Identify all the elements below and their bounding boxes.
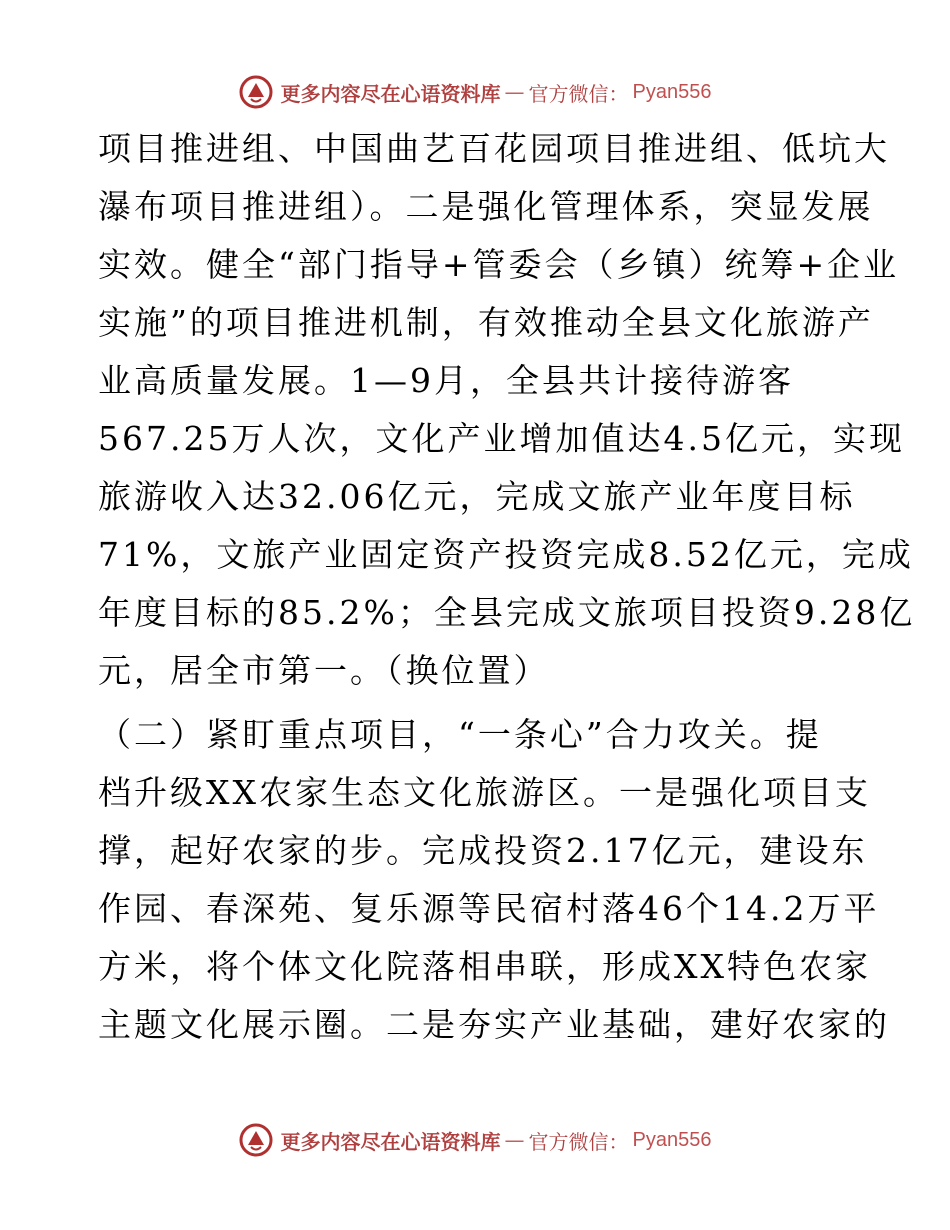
body-line: 元，居全市第一。（换位置） — [98, 651, 550, 690]
body-line: 实效。健全“部门指导+管委会（乡镇）统筹+企业 — [98, 245, 900, 284]
body-line: 业高质量发展。1—9月，全县共计接待游客 — [98, 361, 794, 400]
watermark-separator: — — [504, 80, 525, 104]
body-line: 作园、春深苑、复乐源等民宿村落46个14.2万平 — [98, 889, 880, 928]
watermark-separator: — — [504, 1128, 525, 1152]
section-heading-line: （二）紧盯重点项目，“一条心”合力攻关。提 — [98, 715, 822, 754]
brand-logo-icon — [239, 75, 273, 109]
brand-logo-icon — [239, 1123, 273, 1157]
watermark-label: 官方微信： — [528, 81, 629, 106]
body-line: 档升级XX农家生态文化旅游区。一是强化项目支 — [98, 773, 871, 812]
body-line: 年度目标的85.2%；全县完成文旅项目投资9.28亿 — [98, 593, 916, 632]
body-line: 瀑布项目推进组）。二是强化管理体系，突显发展 — [98, 187, 874, 226]
header-watermark — [0, 72, 950, 112]
body-line: 主题文化展示圈。二是夯实产业基础，建好农家的 — [98, 1005, 890, 1044]
watermark-label: 官方微信： — [528, 1129, 629, 1154]
watermark-brand-text: 更多内容尽在心语资料库 — [280, 1129, 501, 1154]
watermark-brand-text: 更多内容尽在心语资料库 — [280, 81, 501, 106]
body-line: 567.25万人次，文化产业增加值达4.5亿元，实现 — [98, 419, 905, 458]
body-line: 实施”的项目推进机制，有效推动全县文化旅游产 — [98, 303, 874, 342]
body-line: 项目推进组、中国曲艺百花园项目推进组、低坑大 — [98, 129, 890, 168]
body-line: 撑，起好农家的步。完成投资2.17亿元，建设东 — [98, 831, 868, 870]
footer-watermark — [0, 1120, 950, 1160]
watermark-wechat-id: Pyan556 — [632, 80, 712, 103]
body-line: 旅游收入达32.06亿元，完成文旅产业年度目标 — [98, 477, 856, 516]
document-body — [98, 120, 916, 1054]
body-line: 71%，文旅产业固定资产投资完成8.52亿元，完成 — [98, 535, 914, 574]
body-line: 方米，将个体文化院落相串联，形成XX特色农家 — [98, 947, 871, 986]
watermark-wechat-id: Pyan556 — [632, 1128, 712, 1151]
